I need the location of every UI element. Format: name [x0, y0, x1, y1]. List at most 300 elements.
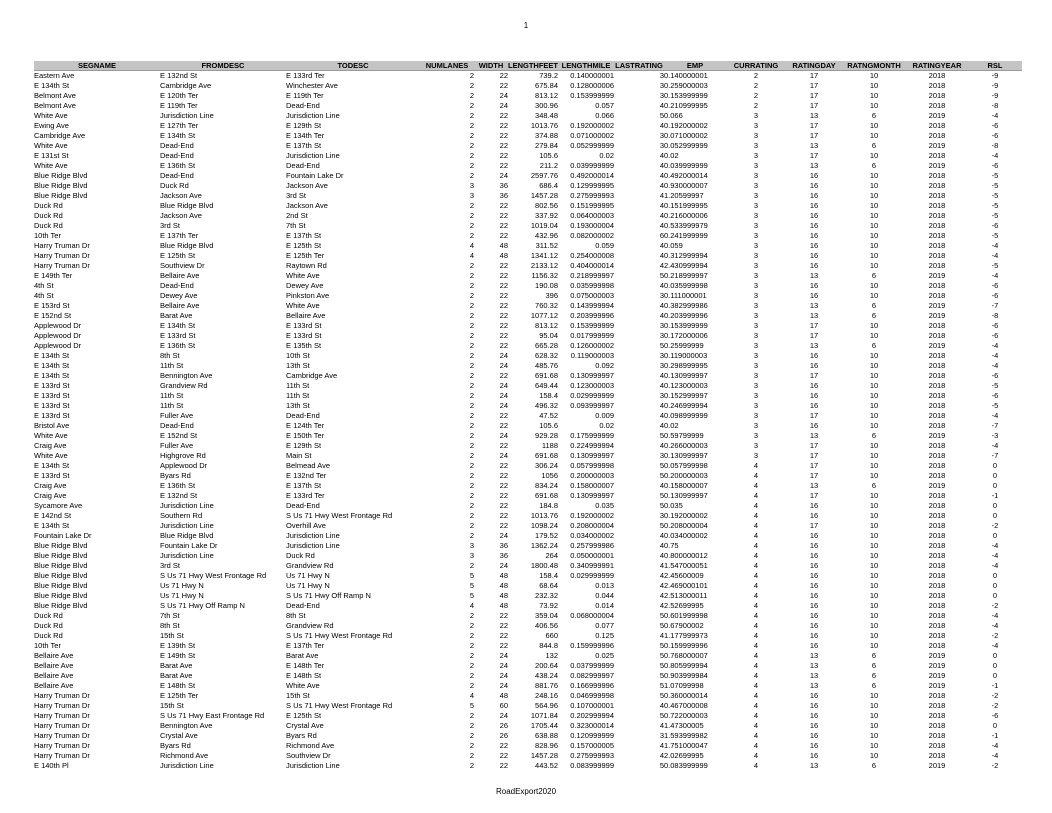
cell-rsl: -4	[991, 441, 999, 450]
table-row	[34, 241, 1022, 251]
cell-ratngmonth: 10	[869, 601, 879, 610]
cell-lastrating: 5	[659, 521, 664, 530]
cell-emp: 0.75	[664, 541, 679, 550]
cell-segname: Blue Ridge Blvd	[34, 551, 88, 560]
cell-ratngmonth: 10	[869, 721, 879, 730]
cell-numlanes: 3	[469, 181, 474, 190]
cell-ratngmonth: 10	[869, 711, 879, 720]
cell-numlanes: 2	[469, 651, 474, 660]
cell-ratingday: 16	[809, 361, 819, 370]
cell-emp: 0.312999994	[664, 251, 708, 260]
cell-ratingday: 16	[809, 581, 819, 590]
cell-rsl: -2	[991, 691, 999, 700]
cell-currating: 4	[753, 551, 759, 560]
cell-lengthmile: 0.153999999	[570, 91, 614, 100]
cell-fromdesc: E 125th St	[160, 251, 196, 260]
cell-lastrating: 4	[659, 561, 664, 570]
cell-currating: 3	[753, 411, 759, 420]
cell-segname: Harry Truman Dr	[34, 701, 90, 710]
cell-segname: White Ave	[34, 111, 68, 120]
cell-currating: 3	[753, 371, 759, 380]
cell-ratingday: 16	[809, 171, 819, 180]
cell-width: 22	[499, 231, 508, 240]
cell-lengthmile: 0.275999993	[570, 751, 614, 760]
cell-numlanes: 2	[469, 381, 474, 390]
cell-lastrating: 4	[659, 601, 664, 610]
cell-emp: 0.360000014	[664, 691, 708, 700]
cell-lengthmile: 0.02	[599, 421, 614, 430]
cell-currating: 2	[753, 91, 759, 100]
cell-width: 22	[499, 491, 508, 500]
cell-currating: 4	[753, 621, 759, 630]
cell-ratingyear: 2019	[928, 671, 946, 680]
cell-fromdesc: E 133rd St	[160, 331, 196, 340]
cell-ratngmonth: 10	[869, 551, 879, 560]
cell-ratingyear: 2018	[928, 741, 946, 750]
cell-rsl: 0	[992, 471, 998, 480]
cell-numlanes: 2	[469, 111, 474, 120]
cell-lengthmile: 0.093999997	[570, 401, 614, 410]
cell-fromdesc: Jurisdiction Line	[160, 111, 214, 120]
cell-currating: 3	[753, 121, 759, 130]
cell-lengthfeet: 279.84	[535, 141, 558, 150]
cell-emp: 0.035999998	[664, 281, 708, 290]
cell-width: 22	[499, 471, 508, 480]
cell-fromdesc: Bennington Ave	[160, 721, 213, 730]
cell-lastrating: 4	[659, 591, 664, 600]
cell-rsl: -6	[991, 321, 999, 330]
cell-width: 24	[499, 651, 508, 660]
cell-todesc: Us 71 Hwy N	[286, 571, 330, 580]
cell-ratngmonth: 10	[869, 451, 879, 460]
cell-ratingday: 16	[809, 421, 819, 430]
cell-lastrating: 3	[659, 511, 664, 520]
cell-ratngmonth: 10	[869, 581, 879, 590]
cell-ratngmonth: 10	[869, 321, 879, 330]
cell-currating: 3	[753, 401, 759, 410]
cell-ratingday: 13	[809, 341, 819, 350]
cell-ratngmonth: 10	[869, 261, 879, 270]
cell-todesc: S Us 71 Hwy West Frontage Rd	[286, 701, 393, 710]
cell-lengthfeet: 691.68	[535, 491, 558, 500]
cell-rsl: 0	[992, 671, 998, 680]
cell-emp: 0.153999999	[664, 91, 708, 100]
cell-fromdesc: E 148th St	[160, 681, 196, 690]
cell-todesc: E 129th St	[286, 441, 322, 450]
cell-lengthfeet: 211.2	[539, 161, 558, 170]
cell-todesc: 13th St	[286, 361, 310, 370]
cell-todesc: Main St	[286, 451, 312, 460]
cell-ratingyear: 2018	[928, 591, 946, 600]
cell-rsl: 0	[992, 651, 998, 660]
cell-lengthfeet: 802.56	[535, 201, 558, 210]
cell-ratingday: 16	[809, 281, 819, 290]
table-row	[34, 511, 1022, 521]
cell-width: 24	[499, 361, 508, 370]
cell-numlanes: 2	[469, 301, 474, 310]
cell-emp: 1.20599997	[664, 191, 704, 200]
cell-lengthmile: 0.029999999	[570, 571, 614, 580]
road-export-table	[34, 61, 1022, 771]
cell-ratingday: 13	[809, 761, 819, 770]
cell-width: 22	[499, 761, 508, 770]
cell-currating: 3	[753, 191, 759, 200]
table-row	[34, 581, 1022, 591]
cell-lastrating: 4	[659, 161, 664, 170]
cell-lengthfeet: 660	[545, 631, 558, 640]
cell-ratingyear: 2018	[928, 361, 946, 370]
cell-currating: 3	[753, 201, 759, 210]
cell-currating: 4	[753, 761, 759, 770]
cell-emp: 0.192000002	[664, 511, 708, 520]
cell-lastrating: 4	[659, 201, 664, 210]
cell-emp: 1.07099998	[664, 681, 704, 690]
cell-lengthfeet: 68.64	[539, 581, 558, 590]
cell-lengthfeet: 47.52	[539, 411, 558, 420]
cell-lastrating: 4	[659, 171, 664, 180]
cell-ratngmonth: 10	[869, 691, 879, 700]
cell-fromdesc: Us 71 Hwy N	[160, 581, 204, 590]
cell-lengthmile: 0.340999991	[570, 561, 614, 570]
cell-fromdesc: 11th St	[160, 361, 184, 370]
cell-currating: 3	[753, 221, 759, 230]
cell-ratngmonth: 6	[871, 141, 877, 150]
table-row	[34, 591, 1022, 601]
table-row	[34, 571, 1022, 581]
table-row	[34, 311, 1022, 321]
cell-numlanes: 2	[469, 271, 474, 280]
cell-lengthmile: 0.224999994	[570, 441, 614, 450]
cell-emp: 2.513000011	[664, 591, 708, 600]
cell-rsl: -4	[991, 241, 999, 250]
cell-fromdesc: 8th St	[160, 351, 180, 360]
table-row	[34, 731, 1022, 741]
cell-rsl: -4	[991, 551, 999, 560]
cell-ratingyear: 2019	[928, 271, 946, 280]
cell-lengthmile: 0.066	[595, 111, 614, 120]
column-header-currating: CURRATING	[726, 61, 786, 71]
cell-lastrating: 5	[659, 471, 664, 480]
cell-todesc: Fountain Lake Dr	[286, 171, 344, 180]
cell-fromdesc: Blue Ridge Blvd	[160, 241, 214, 250]
table-row	[34, 291, 1022, 301]
cell-fromdesc: E 127th Ter	[160, 121, 199, 130]
cell-currating: 4	[753, 661, 759, 670]
cell-lastrating: 3	[659, 351, 664, 360]
cell-lastrating: 3	[659, 131, 664, 140]
column-header-rsl: RSL	[968, 61, 1022, 71]
cell-rsl: 0	[992, 581, 998, 590]
table-row	[34, 611, 1022, 621]
cell-fromdesc: Barat Ave	[160, 671, 193, 680]
cell-ratingyear: 2018	[928, 461, 946, 470]
cell-rsl: -6	[991, 121, 999, 130]
cell-emp: 2.52699995	[664, 601, 704, 610]
cell-width: 22	[499, 421, 508, 430]
cell-lengthmile: 0.077	[595, 621, 614, 630]
cell-todesc: Dead-End	[286, 601, 320, 610]
cell-todesc: E 125th Ter	[286, 251, 325, 260]
cell-rsl: 0	[992, 591, 998, 600]
cell-width: 22	[499, 521, 508, 530]
cell-ratingday: 16	[809, 641, 819, 650]
cell-lengthfeet: 1457.28	[530, 191, 558, 200]
cell-lastrating: 4	[659, 551, 664, 560]
table-row	[34, 111, 1022, 121]
cell-width: 36	[499, 541, 508, 550]
cell-segname: Duck Rd	[34, 221, 63, 230]
cell-fromdesc: S Us 71 Hwy Off Ramp N	[160, 601, 245, 610]
cell-segname: Applewood Dr	[34, 331, 82, 340]
cell-rsl: -4	[991, 361, 999, 370]
cell-ratingyear: 2018	[928, 131, 946, 140]
cell-fromdesc: Southern Rd	[160, 511, 203, 520]
cell-lastrating: 6	[659, 231, 664, 240]
cell-emp: 2.430999994	[664, 261, 708, 270]
cell-todesc: E 137th Ter	[286, 641, 325, 650]
column-header-ratingyear: RATINGYEAR	[906, 61, 968, 71]
cell-fromdesc: Bellaire Ave	[160, 301, 200, 310]
cell-currating: 4	[753, 681, 759, 690]
cell-ratingday: 16	[809, 721, 819, 730]
cell-numlanes: 3	[469, 541, 474, 550]
cell-lastrating: 4	[659, 191, 664, 200]
cell-lengthmile: 0.057999998	[570, 461, 614, 470]
cell-lastrating: 5	[659, 661, 664, 670]
cell-lastrating: 5	[659, 491, 664, 500]
cell-todesc: E 137th St	[286, 231, 322, 240]
cell-emp: 0.203999996	[664, 311, 708, 320]
cell-todesc: E 148th Ter	[286, 661, 325, 670]
cell-lengthmile: 0.107000001	[570, 701, 614, 710]
cell-currating: 4	[753, 741, 759, 750]
cell-emp: 0.266000003	[664, 441, 708, 450]
cell-ratngmonth: 10	[869, 701, 879, 710]
cell-lengthfeet: 649.44	[535, 381, 558, 390]
cell-todesc: E 134th Ter	[286, 131, 325, 140]
cell-lastrating: 4	[659, 721, 664, 730]
cell-segname: Craig Ave	[34, 491, 67, 500]
cell-lengthmile: 0.013	[595, 581, 614, 590]
cell-lastrating: 3	[659, 141, 664, 150]
cell-segname: Belmont Ave	[34, 91, 76, 100]
cell-ratingyear: 2018	[928, 381, 946, 390]
cell-numlanes: 2	[469, 161, 474, 170]
cell-segname: Harry Truman Dr	[34, 721, 90, 730]
cell-rsl: -1	[991, 491, 999, 500]
cell-lastrating: 4	[659, 241, 664, 250]
cell-lengthmile: 0.071000002	[570, 131, 614, 140]
cell-numlanes: 3	[469, 191, 474, 200]
cell-todesc: White Ave	[286, 301, 320, 310]
cell-todesc: E 137th St	[286, 141, 322, 150]
cell-ratingday: 16	[809, 291, 819, 300]
cell-lengthfeet: 638.88	[535, 731, 558, 740]
cell-emp: 0.382999986	[664, 301, 708, 310]
cell-fromdesc: E 132nd St	[160, 491, 198, 500]
cell-currating: 3	[753, 341, 759, 350]
cell-lengthmile: 0.035	[595, 501, 614, 510]
cell-ratingday: 16	[809, 711, 819, 720]
cell-ratingyear: 2018	[928, 621, 946, 630]
cell-width: 36	[499, 551, 508, 560]
cell-lastrating: 4	[659, 751, 664, 760]
cell-lengthmile: 0.143999994	[570, 301, 614, 310]
cell-lengthfeet: 374.88	[535, 131, 558, 140]
cell-ratingday: 13	[809, 681, 819, 690]
cell-ratngmonth: 10	[869, 241, 879, 250]
cell-segname: Blue Ridge Blvd	[34, 571, 88, 580]
cell-width: 24	[499, 671, 508, 680]
cell-width: 22	[499, 441, 508, 450]
cell-emp: 0.130999997	[664, 491, 708, 500]
cell-width: 22	[499, 341, 508, 350]
cell-emp: 0.218999997	[664, 271, 708, 280]
cell-width: 48	[499, 241, 508, 250]
cell-segname: Harry Truman Dr	[34, 751, 90, 760]
cell-lengthmile: 0.126000002	[570, 341, 614, 350]
cell-fromdesc: E 136th St	[160, 161, 196, 170]
cell-lengthmile: 0.044	[595, 591, 614, 600]
table-row	[34, 711, 1022, 721]
cell-ratingday: 17	[809, 441, 819, 450]
cell-ratingday: 16	[809, 511, 819, 520]
cell-segname: E 131st St	[34, 151, 69, 160]
cell-currating: 4	[753, 581, 759, 590]
cell-rsl: -5	[991, 211, 999, 220]
cell-ratingyear: 2018	[928, 601, 946, 610]
cell-rsl: -6	[991, 331, 999, 340]
cell-emp: 1.177999973	[664, 631, 708, 640]
cell-lengthmile: 0.192000002	[570, 121, 614, 130]
cell-emp: 0.722000003	[664, 711, 708, 720]
column-header-lengthfeet: LENGTHFEET	[508, 61, 558, 70]
cell-rsl: -9	[991, 91, 999, 100]
cell-ratngmonth: 10	[869, 501, 879, 510]
cell-lengthmile: 0.035999998	[570, 281, 614, 290]
cell-lengthfeet: 184.8	[539, 501, 558, 510]
cell-width: 48	[499, 601, 508, 610]
cell-todesc: 10th St	[286, 351, 310, 360]
cell-width: 24	[499, 561, 508, 570]
cell-lastrating: 4	[659, 181, 664, 190]
cell-ratingday: 17	[809, 101, 819, 110]
cell-todesc: 7th St	[286, 221, 306, 230]
cell-ratingyear: 2018	[928, 211, 946, 220]
cell-lengthmile: 0.130999997	[570, 371, 614, 380]
cell-numlanes: 4	[469, 251, 474, 260]
cell-ratngmonth: 10	[869, 491, 879, 500]
cell-segname: E 142nd St	[34, 511, 72, 520]
cell-emp: 0.052999999	[664, 141, 708, 150]
cell-lengthmile: 0.128000006	[570, 81, 614, 90]
cell-todesc: Jackson Ave	[286, 181, 328, 190]
table-row	[34, 161, 1022, 171]
cell-width: 22	[499, 281, 508, 290]
cell-ratngmonth: 10	[869, 471, 879, 480]
cell-lengthmile: 0.017999999	[570, 331, 614, 340]
cell-todesc: E 133rd St	[286, 321, 322, 330]
cell-segname: E 133rd St	[34, 411, 70, 420]
cell-segname: E 133rd St	[34, 381, 70, 390]
cell-width: 48	[499, 591, 508, 600]
cell-lengthfeet: 158.4	[539, 391, 558, 400]
cell-emp: 0.059	[664, 241, 683, 250]
cell-segname: Blue Ridge Blvd	[34, 181, 88, 190]
cell-ratingday: 16	[809, 601, 819, 610]
cell-fromdesc: Jackson Ave	[160, 211, 202, 220]
cell-lastrating: 5	[659, 611, 664, 620]
cell-currating: 4	[753, 511, 759, 520]
cell-ratngmonth: 10	[869, 221, 879, 230]
cell-ratingyear: 2018	[928, 261, 946, 270]
cell-width: 24	[499, 101, 508, 110]
table-row	[34, 701, 1022, 711]
table-row	[34, 271, 1022, 281]
cell-rsl: 0	[992, 571, 998, 580]
cell-rsl: 0	[992, 661, 998, 670]
cell-ratingyear: 2018	[928, 331, 946, 340]
cell-numlanes: 4	[469, 691, 474, 700]
cell-rsl: -6	[991, 131, 999, 140]
cell-ratingyear: 2018	[928, 551, 946, 560]
cell-ratingday: 16	[809, 191, 819, 200]
cell-numlanes: 2	[469, 151, 474, 160]
cell-currating: 3	[753, 211, 759, 220]
cell-ratingday: 16	[809, 231, 819, 240]
cell-ratngmonth: 10	[869, 91, 879, 100]
cell-todesc: Duck Rd	[286, 551, 315, 560]
cell-todesc: E 133rd Ter	[286, 71, 325, 80]
cell-lengthmile: 0.157000005	[570, 741, 614, 750]
cell-width: 22	[499, 501, 508, 510]
cell-segname: E 149th Ter	[34, 271, 73, 280]
cell-lastrating: 4	[659, 301, 664, 310]
cell-numlanes: 2	[469, 561, 474, 570]
table-row	[34, 131, 1022, 141]
cell-width: 22	[499, 301, 508, 310]
cell-lengthmile: 0.075000003	[570, 291, 614, 300]
cell-lengthfeet: 739.2	[539, 71, 558, 80]
cell-todesc: Dewey Ave	[286, 281, 324, 290]
cell-fromdesc: 11th St	[160, 401, 184, 410]
cell-rsl: 0	[992, 461, 998, 470]
table-row	[34, 331, 1022, 341]
cell-ratingyear: 2018	[928, 351, 946, 360]
cell-ratingday: 17	[809, 81, 819, 90]
cell-rsl: -4	[991, 561, 999, 570]
cell-lengthmile: 0.275999993	[570, 191, 614, 200]
cell-lastrating: 5	[659, 691, 664, 700]
cell-ratngmonth: 10	[869, 441, 879, 450]
cell-numlanes: 2	[469, 511, 474, 520]
cell-lengthmile: 0.175999999	[570, 431, 614, 440]
cell-ratngmonth: 10	[869, 81, 879, 90]
cell-width: 22	[499, 631, 508, 640]
cell-ratingday: 16	[809, 401, 819, 410]
cell-currating: 3	[753, 351, 759, 360]
cell-ratingyear: 2018	[928, 561, 946, 570]
cell-ratingyear: 2019	[928, 761, 946, 770]
cell-todesc: Byars Rd	[286, 731, 317, 740]
cell-lastrating: 5	[659, 711, 664, 720]
cell-numlanes: 2	[469, 491, 474, 500]
table-row	[34, 141, 1022, 151]
cell-ratingday: 17	[809, 471, 819, 480]
cell-ratngmonth: 10	[869, 531, 879, 540]
cell-segname: 10th Ter	[34, 231, 61, 240]
cell-emp: 0.192000002	[664, 121, 708, 130]
